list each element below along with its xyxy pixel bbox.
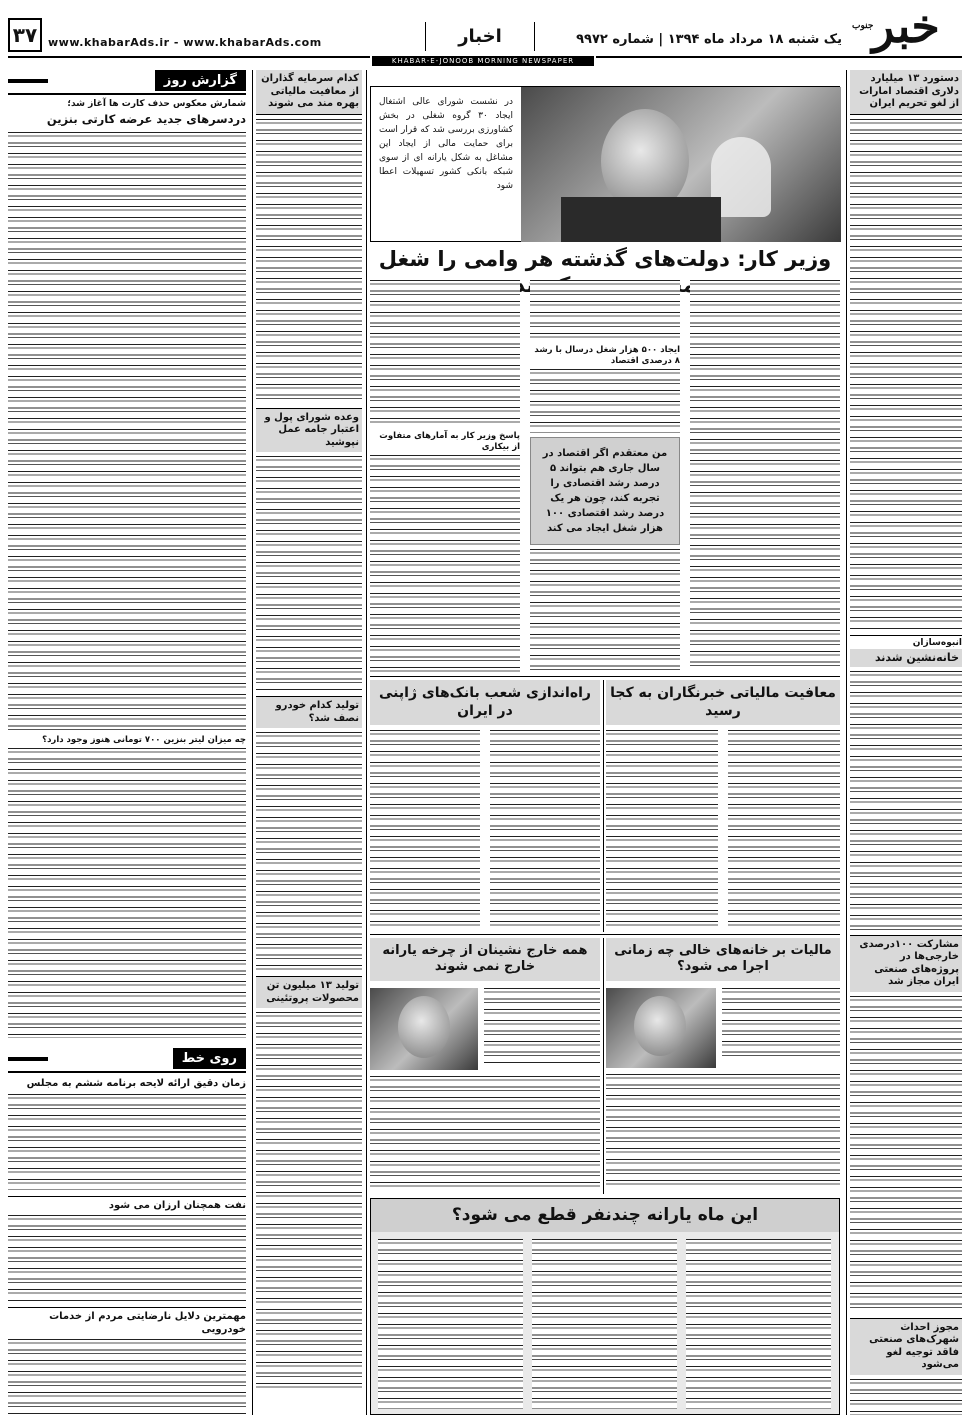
story-expats-subsidy-photo xyxy=(370,988,478,1070)
right-story1-body xyxy=(850,119,962,631)
story-journalists-title: معافیت مالیاتی خبرنگاران به کجا رسید xyxy=(606,680,840,725)
lead-col2-text-b xyxy=(530,369,680,433)
story-subsidy-cut-col1 xyxy=(686,1239,831,1409)
decorative-rule-icon xyxy=(8,1052,48,1066)
brief2-body xyxy=(8,1215,246,1301)
story-vacant-homes xyxy=(606,938,840,1194)
lead-photo xyxy=(521,87,841,242)
brief3-body xyxy=(8,1339,246,1415)
masthead xyxy=(0,0,970,65)
issue-dateline: یک شنبه ۱۸ مرداد ماه ۱۳۹۴ | شماره ۹۹۷۲ xyxy=(576,32,842,47)
story-vacant-homes-photo xyxy=(606,988,716,1068)
lead-subhead-2: پاسخ وزیر کار به آمارهای متفاوت از بیکاری xyxy=(379,431,520,452)
mid-column xyxy=(256,70,362,1415)
roye-khat-header xyxy=(8,1048,246,1073)
story-expats-subsidy-title: همه خارج نشینان از چرخه یارانه خارج نمی شوند xyxy=(370,938,600,981)
left-column xyxy=(8,70,246,1415)
story-subsidy-cut-col2 xyxy=(532,1239,677,1409)
report-subhead: چه میزان لیتر بنزین ۷۰۰ تومانی هنوز وجود دارد؟ xyxy=(42,734,246,745)
report-box-label: گزارش روز xyxy=(155,70,246,91)
story-subsidy-cut-title: این ماه یارانه چندنفر قطع می شود؟ xyxy=(371,1199,839,1232)
story-subsidy-cut xyxy=(370,1198,840,1415)
lead-col1 xyxy=(690,280,840,672)
story-expats-subsidy xyxy=(370,938,600,1194)
right-story2-kicker: انبوه‌سازان xyxy=(850,635,962,649)
lead-col3-text-b xyxy=(370,455,520,675)
story-vacant-homes-title: مالیات بر خانه‌های خالی چه زمانی اجرا می شود؟ xyxy=(606,938,840,981)
masthead-rule-right xyxy=(596,56,962,58)
page-number: ۳۷ xyxy=(8,18,42,52)
right-story2-title: خانه‌نشین شدند xyxy=(850,649,962,667)
lead-col3 xyxy=(370,280,520,672)
story-subsidy-cut-col3 xyxy=(378,1239,523,1409)
story-expats-subsidy-lede xyxy=(484,988,600,1064)
story-japanese-banks-col2 xyxy=(370,730,480,926)
right-story3-body xyxy=(850,996,962,1314)
decorative-rule-icon xyxy=(8,74,48,88)
brief2-title: نفت همچنان ارزان می شود xyxy=(8,1196,246,1213)
column-divider xyxy=(252,70,253,1415)
speaker-suit xyxy=(561,197,721,242)
story-journalists xyxy=(606,680,840,932)
right-story4-title: مجوز احداث شهرک‌های صنعتی فاقد توجیه لغو می‌شود xyxy=(850,1318,962,1375)
lead-pull-quote: من معتقدم اگر اقتصاد در سال جاری هم بتواند ۵ درصد رشد اقتصادی را تجربه کند، چون هر یک درصد رشد اقتصادی ۱۰۰ هزار شغل ایجاد می کند xyxy=(530,437,680,545)
right-column xyxy=(850,70,962,1415)
column-divider xyxy=(603,680,604,932)
row-rule xyxy=(370,934,840,935)
story-japanese-banks-col1 xyxy=(490,730,600,926)
report-kicker: شمارش معکوس حذف کارت ها آغاز شد؛ xyxy=(67,99,246,109)
lead-headline: وزیر کار: دولت‌های گذشته هر وامی را شغل xyxy=(378,247,832,271)
logo-subtext: جنوب xyxy=(852,21,874,31)
right-story2-body xyxy=(850,671,962,931)
lead-bottom-rule xyxy=(370,676,840,677)
story-vacant-homes-lede xyxy=(722,988,840,1058)
masthead-rule-left xyxy=(8,56,370,58)
roye-khat-box-label: روی خط xyxy=(173,1048,246,1069)
mid-story4-body xyxy=(256,1012,362,1390)
mid-story1-body xyxy=(256,119,362,404)
lead-col2-text-a xyxy=(530,280,680,342)
logo-text: خبر xyxy=(872,0,940,53)
mid-story2-title: وعده شورای پول و اعتبار جامه عمل نپوشید xyxy=(256,408,362,453)
lead-col2-text-c xyxy=(530,549,680,675)
mid-story3-title: تولید کدام خودرو نصف شد؟ xyxy=(256,696,362,728)
mid-story2-body xyxy=(256,456,362,692)
official-portrait xyxy=(634,996,686,1056)
story-japanese-banks xyxy=(370,680,600,932)
story-japanese-banks-title: راه‌اندازی شعب بانک‌های ژاپنی در ایران xyxy=(370,680,600,725)
column-divider xyxy=(603,938,604,1194)
mid-story4-title: تولید ۱۳ میلیون تن محصولات پروتئینی xyxy=(256,976,362,1008)
report-header xyxy=(8,70,246,95)
lead-col3-text-a xyxy=(370,280,520,428)
mid-story3-body xyxy=(256,732,362,972)
right-story1-title: دستورد ۱۳ میلیارد دلاری اقتصاد امارات از لغو تحریم ایران xyxy=(850,70,962,115)
story-journalists-col2 xyxy=(606,730,718,926)
website-urls: www.khabarAds.ir - www.khabarAds.com xyxy=(48,36,322,49)
column-divider xyxy=(846,70,847,1415)
brief1-body xyxy=(8,1094,246,1190)
column-divider xyxy=(366,70,367,1415)
newspaper-logo xyxy=(850,0,962,53)
lead-photo-frame xyxy=(370,86,840,242)
brief3-title: مهمترین دلایل نارضایتی مردم از خدمات خودرویی xyxy=(8,1307,246,1336)
minister-portrait xyxy=(398,996,450,1058)
brief1-title: زمان دقیق ارائه لایحه برنامه ششم به مجلس xyxy=(26,1078,246,1090)
mid-story1-title: کدام سرمایه گذاران از معافیت مالیاتی بهره مند می شوند xyxy=(256,70,362,115)
story-vacant-homes-body xyxy=(606,1074,840,1190)
report-title: دردسرهای جدید عرضه کارتی بنزین xyxy=(46,112,246,127)
lead-subhead-1: ایجاد ۵۰۰ هزار شغل درسال با رشد ۸ درصدی اقتصاد xyxy=(534,345,680,366)
story-journalists-col1 xyxy=(728,730,840,926)
report-body-b xyxy=(8,748,246,1038)
lead-col2 xyxy=(530,280,680,672)
report-body-a xyxy=(8,132,246,732)
right-story3-title: مشارکت ۱۰۰درصدی خارجی‌ها در پروژه‌های صنعتی ایران مجاز شد xyxy=(850,935,962,992)
section-title: اخبار xyxy=(425,22,535,51)
lead-photo-caption: در نشست شورای عالی اشتغال ایجاد ۳۰ گروه شغلی در بخش کشاورزی بررسی شد که قرار است برای حمایت مالی از ایجاد این مشاغل به شکل یارانه ای از سوی شبکه بانکی کشور تسهیلات اعطا شود xyxy=(379,97,513,191)
right-story4-body xyxy=(850,1379,962,1416)
masthead-bar: KHABAR-E-JONOOB MORNING NEWSPAPER xyxy=(372,56,594,66)
story-expats-subsidy-body xyxy=(370,1076,600,1190)
lead-body xyxy=(370,280,840,675)
